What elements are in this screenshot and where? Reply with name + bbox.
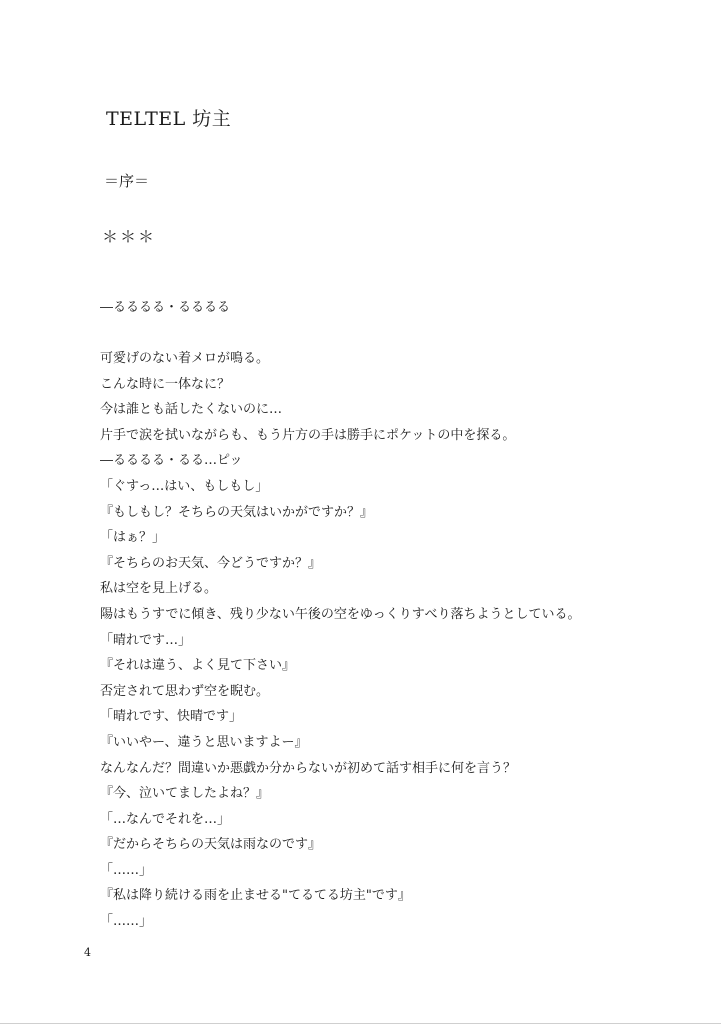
text-line: 「はぁ？」	[100, 530, 166, 546]
text-line: 『そちらのお天気、今どうですか？』	[100, 555, 322, 571]
text-line: 可愛げのない着メロが鳴る。	[100, 351, 270, 366]
section-heading: ＝序＝	[104, 172, 150, 190]
text-line: 片手で涙を拭いながらも、もう片方の手は勝手にポケットの中を探る。	[100, 427, 516, 443]
text-line: 今は誰とも話したくないのに…	[100, 402, 283, 418]
text-line: 『いいやー、違うと思いますよー』	[100, 734, 308, 750]
page-number: 4	[84, 946, 91, 959]
text-line: 私は空を見上げる。	[100, 581, 218, 597]
text-line: 「……」	[100, 862, 153, 878]
text-line: 否定されて思わず空を睨む。	[100, 683, 270, 699]
text-line: 『それは違う、よく見て下さい』	[100, 658, 296, 674]
section-separator: ＊＊＊	[102, 227, 157, 246]
story-text	[100, 346, 580, 935]
text-line: こんな時に一体なに？	[100, 376, 231, 392]
text-line: 『だからそちらの天気は雨なのです』	[100, 837, 322, 853]
text-line: なんなんだ？間違いか悪戯か分からないが初めて話す相手に何を言う？	[100, 760, 517, 776]
text-line: 「…なんでそれを…」	[100, 811, 231, 827]
text-line: 『もしもし？そちらの天気はいかがですか？』	[100, 504, 374, 520]
text-line: 「晴れです、快晴です」	[100, 709, 242, 725]
text-line: 『私は降り続ける雨を止ませる"てるてる坊主"です』	[100, 888, 411, 904]
document-title: TELTEL 坊主	[106, 108, 232, 130]
opening-line: ―るるるる・るるるる	[100, 300, 231, 315]
text-line: 「晴れです…」	[100, 632, 192, 648]
text-line: 『今、泣いてましたよね？』	[100, 786, 270, 802]
text-line: ―るるるる・るる…ピッ	[100, 453, 243, 469]
text-line: 陽はもうすでに傾き、残り少ない午後の空をゆっくりすべり落ちようとしている。	[100, 606, 581, 622]
text-line: 「ぐすっ…はい、もしもし」	[100, 478, 269, 494]
text-line: 「……」	[100, 914, 153, 930]
